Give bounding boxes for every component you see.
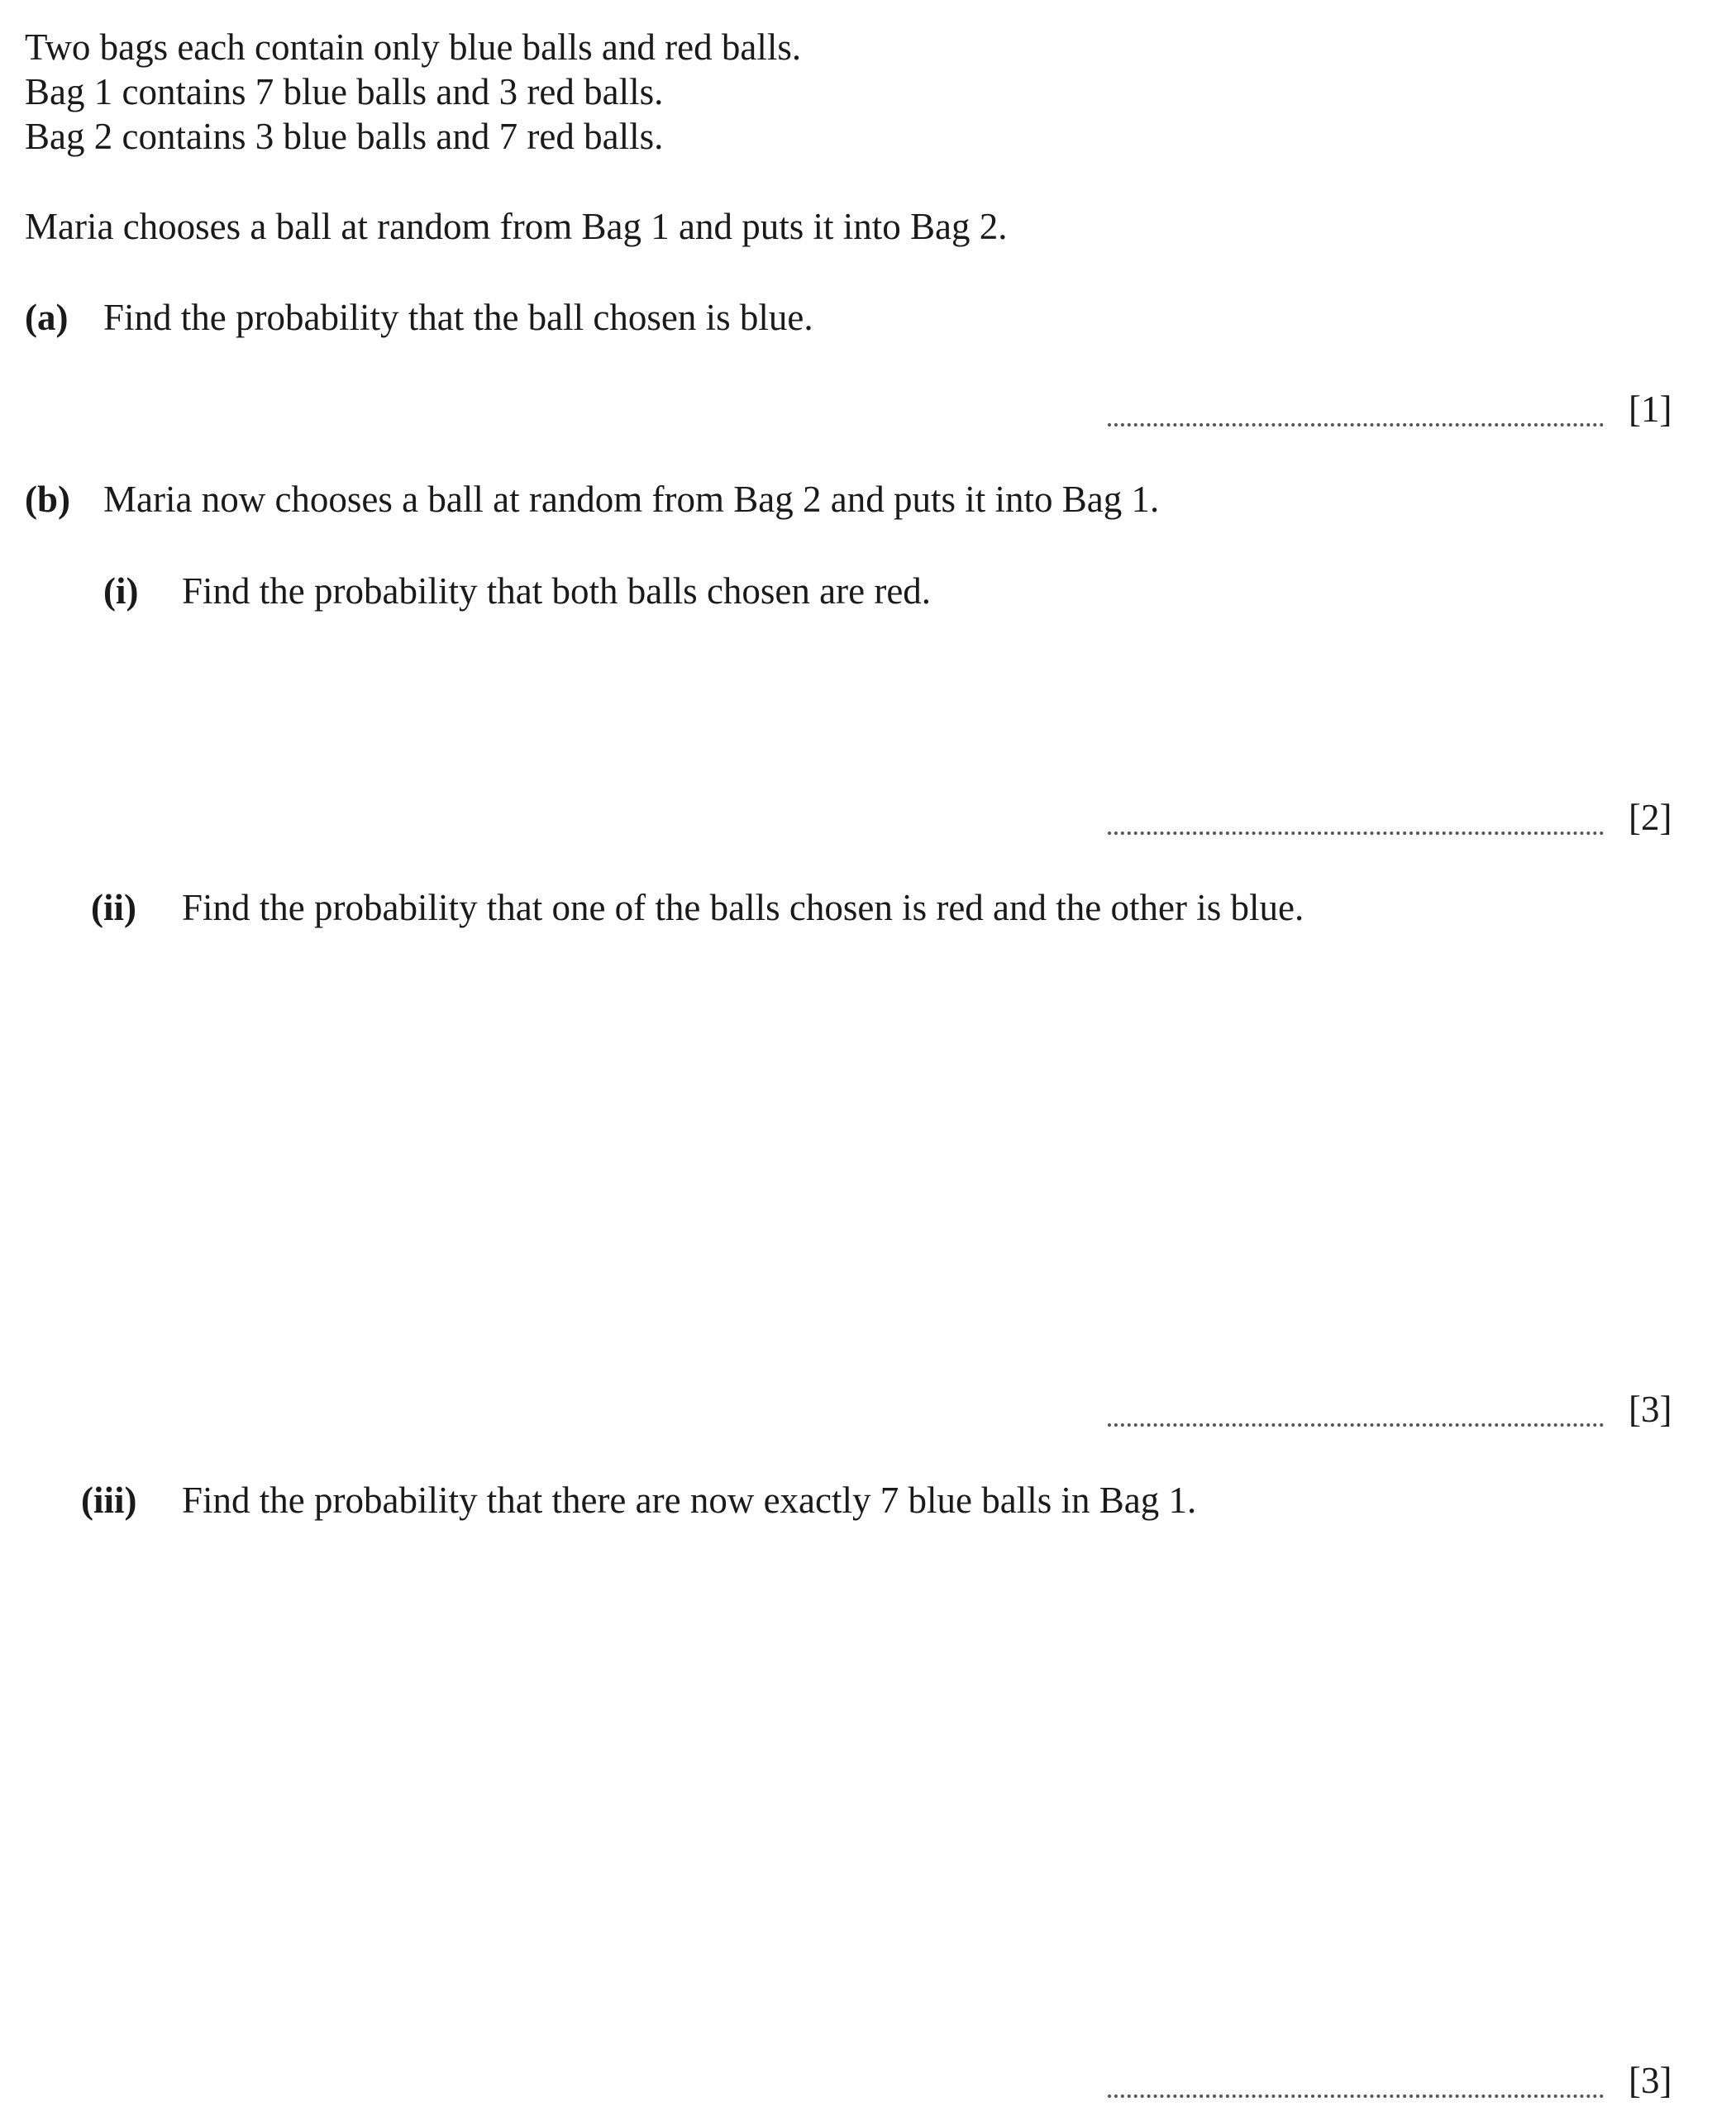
part-a-question: Find the probability that the ball chosen is blue. <box>103 297 813 338</box>
intro-line-1: Two bags each contain only blue balls and red balls. <box>25 26 802 68</box>
intro-line-2: Bag 1 contains 7 blue balls and 3 red balls. <box>25 71 664 112</box>
part-a-answer-line[interactable] <box>1108 418 1604 427</box>
part-b-iii-answer-line[interactable] <box>1108 2090 1604 2098</box>
part-b-stem: Maria now chooses a ball at random from Bag 2 and puts it into Bag 1. <box>103 479 1160 520</box>
part-b-ii-answer-line[interactable] <box>1108 1418 1604 1427</box>
part-b-ii-question: Find the probability that one of the balls chosen is red and the other is blue. <box>182 887 1304 928</box>
part-a-marks: [1] <box>1629 388 1672 430</box>
part-b-i-answer-line[interactable] <box>1108 827 1604 835</box>
part-b-label: (b) <box>25 479 70 520</box>
part-b-ii-label: (ii) <box>91 887 136 928</box>
part-b-ii-marks: [3] <box>1629 1389 1672 1430</box>
part-b-iii-question: Find the probability that there are now exactly 7 blue balls in Bag 1. <box>182 1480 1197 1521</box>
part-b-i-question: Find the probability that both balls chosen are red. <box>182 570 932 612</box>
part-b-i-label: (i) <box>103 570 139 612</box>
part-b-iii-label: (iii) <box>81 1480 137 1521</box>
part-b-i-marks: [2] <box>1629 797 1672 838</box>
intro-line-4: Maria chooses a ball at random from Bag 1 and puts it into Bag 2. <box>25 206 1008 247</box>
part-a-label: (a) <box>25 297 69 338</box>
part-b-iii-marks: [3] <box>1629 2060 1672 2101</box>
intro-line-3: Bag 2 contains 3 blue balls and 7 red balls. <box>25 116 664 157</box>
